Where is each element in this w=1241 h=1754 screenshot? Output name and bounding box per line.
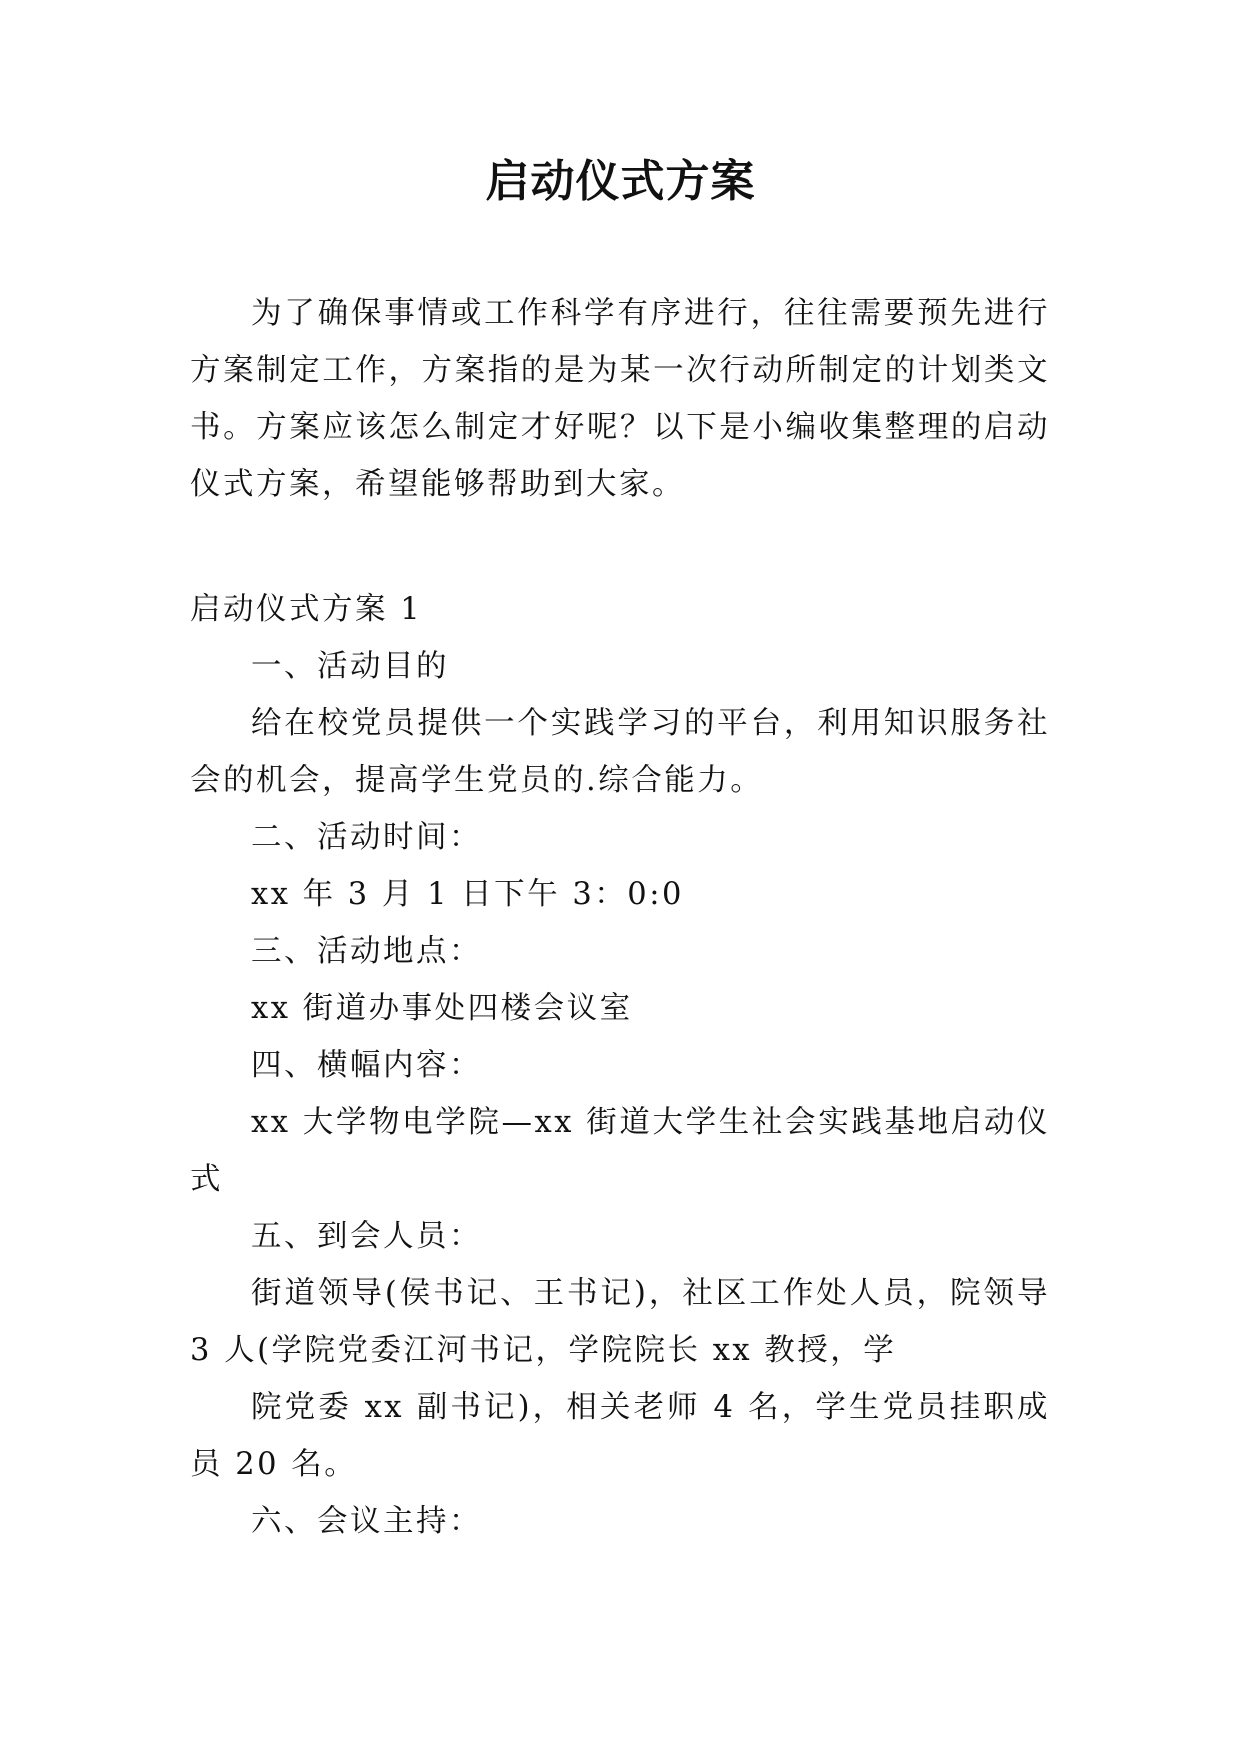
plan-section <box>190 581 1050 1550</box>
intro-section <box>190 285 1050 513</box>
document-title: 启动仪式方案 <box>485 156 756 207</box>
location-paragraph: xx 街道办事处四楼会议室 <box>251 991 633 1026</box>
section-heading-attendees: 五、到会人员： <box>251 1219 482 1254</box>
section-heading-host: 六、会议主持： <box>251 1504 482 1539</box>
section-heading-location: 三、活动地点： <box>251 934 482 969</box>
attendees-paragraph-continued: 院党委 xx 副书记)，相关老师 4 名，学生党员挂职成员 20 名。 <box>190 1390 1050 1482</box>
intro-paragraph: 为了确保事情或工作科学有序进行，往往需要预先进行方案制定工作，方案指的是为某一次行动所制定的计划类文书。方案应该怎么制定才好呢？以下是小编收集整理的启动仪式方案，希望能够帮助到大家。 <box>190 296 1050 502</box>
plan-heading: 启动仪式方案 1 <box>190 592 423 627</box>
section-heading-time: 二、活动时间： <box>251 820 482 855</box>
section-heading-banner: 四、横幅内容： <box>251 1048 482 1083</box>
banner-paragraph: xx 大学物电学院—xx 街道大学生社会实践基地启动仪式 <box>190 1105 1050 1197</box>
attendees-paragraph: 街道领导(侯书记、王书记)，社区工作处人员，院领导 3 人(学院党委江河书记，学院院长 xx 教授，学 <box>190 1276 1050 1368</box>
time-paragraph: xx 年 3 月 1 日下午 3：0:0 <box>251 877 684 912</box>
section-heading-purpose: 一、活动目的 <box>251 649 449 684</box>
purpose-paragraph: 给在校党员提供一个实践学习的平台，利用知识服务社会的机会，提高学生党员的.综合能力。 <box>190 706 1050 798</box>
